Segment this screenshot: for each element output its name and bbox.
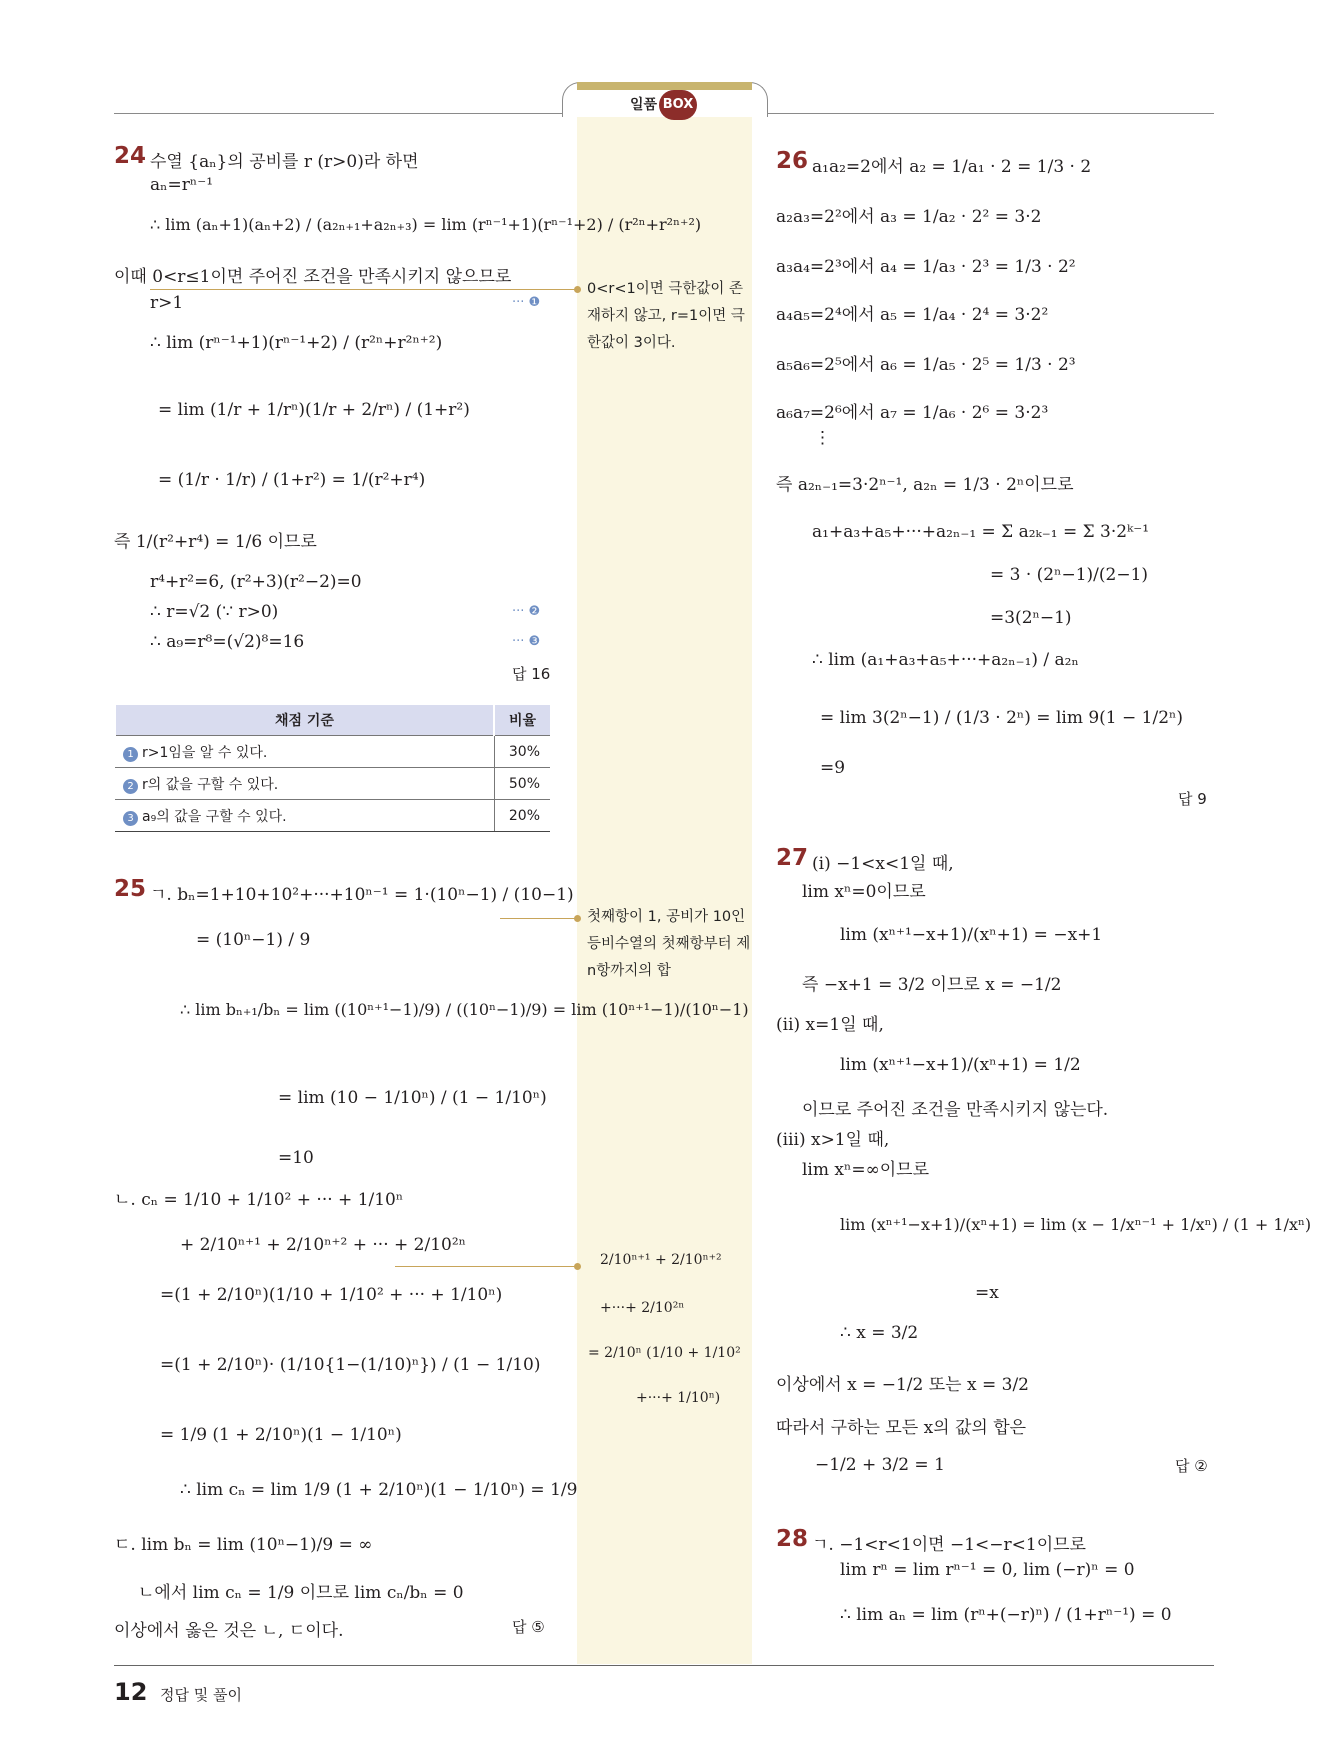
- problem-24-number: 24: [114, 143, 147, 169]
- p27-line: lim (xⁿ⁺¹−x+1)/(xⁿ+1) = lim (x − 1/xⁿ⁻¹ + 1/xⁿ) / (1 + 1/xⁿ): [840, 1215, 1312, 1234]
- side-note-1: 0<r<1이면 극한값이 존재하지 않고, r=1이면 극한값이 3이다.: [587, 281, 745, 351]
- p25-line: =10: [278, 1148, 314, 1168]
- p24-line: = (1/r · 1/r) / (1+r²) = 1/(r²+r⁴): [158, 470, 426, 490]
- p27-line: ∴ x = 3/2: [840, 1323, 919, 1343]
- p27-line: lim xⁿ=0이므로: [802, 882, 926, 902]
- marker-1: ··· ❶: [512, 295, 541, 310]
- p27-line: 이므로 주어진 조건을 만족시키지 않는다.: [802, 1100, 1109, 1120]
- p27-line: −1/2 + 3/2 = 1: [815, 1455, 945, 1475]
- p24-line: 즉 1/(r²+r⁴) = 1/6 이므로: [114, 532, 317, 552]
- criterion-percent: 50%: [494, 768, 550, 800]
- problem-28-number: 28: [776, 1526, 809, 1552]
- side-note-3-line: +···+ 1/10ⁿ): [636, 1390, 721, 1406]
- side-note-2: 첫째항이 1, 공비가 10인 등비수열의 첫째항부터 제 n항까지의 합: [587, 909, 751, 979]
- p25-line: =(1 + 2/10ⁿ)· (1/10{1−(1/10)ⁿ}) / (1 − 1/10): [160, 1355, 541, 1375]
- p28-line: ㄱ. −1<r<1이면 −1<−r<1이므로: [812, 1535, 1086, 1555]
- p27-line: 이상에서 x = −1/2 또는 x = 3/2: [776, 1375, 1029, 1395]
- criterion-text: r의 값을 구할 수 있다.: [142, 776, 279, 793]
- p24-line: ∴ lim (rⁿ⁻¹+1)(rⁿ⁻¹+2) / (r²ⁿ+r²ⁿ⁺²): [150, 333, 443, 353]
- p24-line: r⁴+r²=6, (r²+3)(r²−2)=0: [150, 572, 362, 592]
- p26-line: a₁+a₃+a₅+···+a₂ₙ₋₁ = Σ a₂ₖ₋₁ = Σ 3·2ᵏ⁻¹: [812, 522, 1150, 542]
- p27-line: lim (xⁿ⁺¹−x+1)/(xⁿ+1) = −x+1: [840, 925, 1103, 945]
- p27-line: lim (xⁿ⁺¹−x+1)/(xⁿ+1) = 1/2: [840, 1055, 1081, 1075]
- circle-number: 2: [123, 779, 138, 794]
- p25-line: ㄱ. bₙ=1+10+10²+···+10ⁿ⁻¹ = 1·(10ⁿ−1) / (10−1): [150, 885, 574, 905]
- box-tab-bar: [577, 82, 752, 90]
- p25-line: + 2/10ⁿ⁺¹ + 2/10ⁿ⁺² + ··· + 2/10²ⁿ: [180, 1235, 466, 1255]
- p27-line: (ⅲ) x>1일 때,: [776, 1130, 890, 1150]
- answer-24: 답 16: [512, 665, 551, 683]
- footer-title: 정답 및 풀이: [160, 1686, 242, 1704]
- p24-line: r>1: [150, 293, 184, 313]
- criterion-text: a₉의 값을 구할 수 있다.: [142, 808, 287, 825]
- p24-line: aₙ=rⁿ⁻¹: [150, 175, 214, 195]
- table-row: [115, 768, 550, 800]
- problem-26-number: 26: [776, 148, 809, 174]
- p26-line: a₆a₇=2⁶에서 a₇ = 1/a₆ · 2⁶ = 3·2³: [776, 403, 1049, 423]
- p26-line: =3(2ⁿ−1): [990, 608, 1072, 628]
- p27-line: =x: [975, 1283, 999, 1303]
- p26-line: a₄a₅=2⁴에서 a₅ = 1/a₄ · 2⁴ = 3·2²: [776, 305, 1049, 325]
- p24-line: ∴ a₉=r⁸=(√2)⁸=16: [150, 632, 305, 652]
- p26-line: ⋮: [814, 428, 831, 448]
- p26-line: 즉 a₂ₙ₋₁=3·2ⁿ⁻¹, a₂ₙ = 1/3 · 2ⁿ이므로: [776, 475, 1074, 495]
- p27-line: (ⅰ) −1<x<1일 때,: [812, 854, 954, 874]
- footer-rule: [114, 1665, 1214, 1666]
- p24-line: ∴ lim (aₙ+1)(aₙ+2) / (a₂ₙ₊₁+a₂ₙ₊₃) = lim (rⁿ⁻¹+1)(rⁿ⁻¹+2) / (r²ⁿ+r²ⁿ⁺²): [150, 215, 702, 234]
- leader-dot: [574, 915, 581, 922]
- p26-line: a₁a₂=2에서 a₂ = 1/a₁ · 2 = 1/3 · 2: [812, 157, 1092, 177]
- p24-line: ∴ r=√2 (∵ r>0): [150, 602, 279, 622]
- leader-dot: [574, 286, 581, 293]
- table-row: [115, 800, 550, 832]
- grading-table: [114, 705, 550, 832]
- criterion-text: r>1임을 알 수 있다.: [142, 744, 268, 761]
- p27-line: lim xⁿ=∞이므로: [802, 1160, 930, 1180]
- problem-25-number: 25: [114, 876, 147, 902]
- side-note-3-line: +···+ 2/10²ⁿ: [600, 1300, 685, 1316]
- p27-line: 따라서 구하는 모든 x의 값의 합은: [776, 1418, 1027, 1438]
- p26-line: a₂a₃=2²에서 a₃ = 1/a₂ · 2² = 3·2: [776, 207, 1042, 227]
- circle-number: 1: [123, 747, 138, 762]
- p25-line: 이상에서 옳은 것은 ㄴ, ㄷ이다.: [114, 1621, 344, 1641]
- p26-line: ∴ lim (a₁+a₃+a₅+···+a₂ₙ₋₁) / a₂ₙ: [812, 650, 1079, 670]
- grading-header: 채점 기준: [115, 705, 494, 736]
- answer-27: 답 ②: [1175, 1457, 1208, 1475]
- p26-line: a₃a₄=2³에서 a₄ = 1/a₃ · 2³ = 1/3 · 2²: [776, 257, 1076, 277]
- table-row: [115, 736, 550, 768]
- p27-line: (ⅱ) x=1일 때,: [776, 1015, 884, 1035]
- circle-number: 3: [123, 811, 138, 826]
- p28-line: lim rⁿ = lim rⁿ⁻¹ = 0, lim (−r)ⁿ = 0: [840, 1560, 1135, 1580]
- p26-line: a₅a₆=2⁵에서 a₆ = 1/a₅ · 2⁵ = 1/3 · 2³: [776, 355, 1076, 375]
- p25-line: = lim (10 − 1/10ⁿ) / (1 − 1/10ⁿ): [278, 1088, 547, 1108]
- leader-line: [395, 1266, 580, 1267]
- p25-line: = 1/9 (1 + 2/10ⁿ)(1 − 1/10ⁿ): [160, 1425, 402, 1445]
- p25-line: ㄴ에서 lim cₙ = 1/9 이므로 lim cₙ/bₙ = 0: [138, 1583, 464, 1603]
- side-note-3-line: = 2/10ⁿ (1/10 + 1/10²: [588, 1345, 741, 1361]
- answer-26: 답 9: [1178, 790, 1207, 808]
- p26-line: =9: [820, 758, 846, 778]
- box-badge: BOX: [659, 90, 697, 120]
- p25-line: ㄴ. cₙ = 1/10 + 1/10² + ··· + 1/10ⁿ: [114, 1190, 404, 1210]
- marker-3: ··· ❸: [512, 634, 541, 649]
- leader-dot: [574, 1263, 581, 1270]
- answer-25: 답 ⑤: [512, 1618, 545, 1636]
- side-note-3-line: 2/10ⁿ⁺¹ + 2/10ⁿ⁺²: [600, 1252, 722, 1268]
- p26-line: = lim 3(2ⁿ−1) / (1/3 · 2ⁿ) = lim 9(1 − 1/2ⁿ): [820, 708, 1184, 728]
- p25-line: ∴ lim cₙ = lim 1/9 (1 + 2/10ⁿ)(1 − 1/10ⁿ) = 1/9: [180, 1480, 578, 1500]
- p25-line: =(1 + 2/10ⁿ)(1/10 + 1/10² + ··· + 1/10ⁿ): [160, 1285, 503, 1305]
- p25-line: ∴ lim bₙ₊₁/bₙ = lim ((10ⁿ⁺¹−1)/9) / ((10ⁿ−1)/9) = lim (10ⁿ⁺¹−1)/(10ⁿ−1): [180, 1000, 749, 1019]
- box-label: 일품: [630, 97, 658, 113]
- p24-line: 수열 {aₙ}의 공비를 r (r>0)라 하면: [150, 152, 419, 172]
- p27-line: 즉 −x+1 = 3/2 이므로 x = −1/2: [802, 975, 1062, 995]
- criterion-percent: 30%: [494, 736, 550, 768]
- p24-line: 이때 0<r≤1이면 주어진 조건을 만족시키지 않으므로: [114, 267, 512, 287]
- page-number: 12: [114, 1678, 148, 1706]
- leader-line: [150, 289, 580, 290]
- p24-line: = lim (1/r + 1/rⁿ)(1/r + 2/rⁿ) / (1+r²): [158, 400, 470, 420]
- criterion-percent: 20%: [494, 800, 550, 832]
- problem-27-number: 27: [776, 845, 809, 871]
- leader-line: [500, 918, 580, 919]
- grading-header: 비율: [494, 705, 550, 736]
- marker-2: ··· ❷: [512, 604, 541, 619]
- p28-line: ∴ lim aₙ = lim (rⁿ+(−r)ⁿ) / (1+rⁿ⁻¹) = 0: [840, 1605, 1172, 1625]
- p25-line: = (10ⁿ−1) / 9: [196, 930, 311, 950]
- p26-line: = 3 · (2ⁿ−1)/(2−1): [990, 565, 1149, 585]
- p25-line: ㄷ. lim bₙ = lim (10ⁿ−1)/9 = ∞: [114, 1535, 373, 1555]
